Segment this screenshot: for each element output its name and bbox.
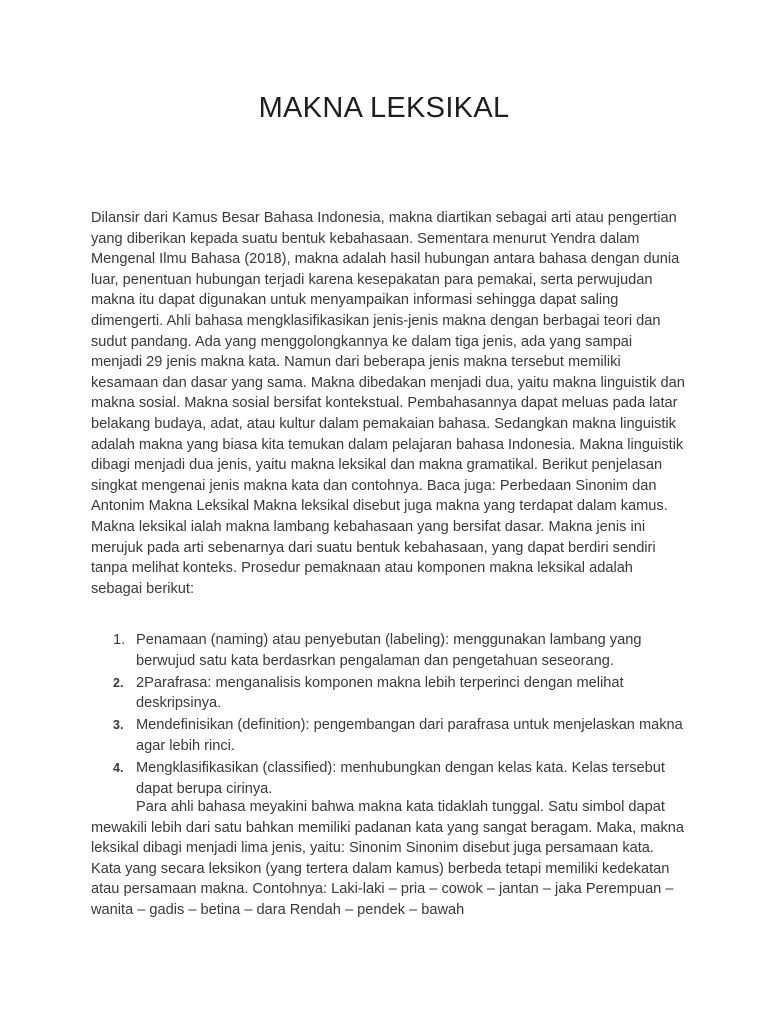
numbered-list [91, 630, 685, 800]
paragraph-types: Para ahli bahasa meyakini bahwa makna kata tidaklah tunggal. Satu simbol dapat mewakili lebih dari satu bahkan memiliki padanan kata yang sangat beragam. Maka, makna leksikal dibagi menjadi lima jenis, yaitu: Sinonim Sinonim disebut juga persamaan kata. Kata yang secara leksikon (yang tertera dalam kamus) berbeda tetapi memiliki kedekatan atau persamaan makna. Contohnya: Laki-laki – pria – cowok – jantan – jaka Perempuan – wanita – gadis – betina – dara Rendah – pendek – bawah [91, 799, 684, 918]
list-item [91, 758, 685, 800]
list-item-text: Mengklasifikasikan (classified): menhubungkan dengan kelas kata. Kelas tersebut dapat berupa cirinya. [136, 759, 665, 797]
list-number: 2. [113, 675, 124, 690]
page-title: MAKNA LEKSIKAL [258, 92, 510, 124]
list-item [91, 630, 685, 672]
list-number: 3. [113, 718, 124, 733]
list-item [91, 715, 685, 757]
list-item [91, 673, 685, 715]
list-item-text: Penamaan (naming) atau penyebutan (labeling): menggunakan lambang yang berwujud satu kata berdasrkan pengalaman dan pengetahuan seseorang. [136, 632, 642, 669]
paragraph-intro: Dilansir dari Kamus Besar Bahasa Indonesia, makna diartikan sebagai arti atau pengertian yang diberikan kepada suatu bentuk kebahasaan. Sementara menurut Yendra dalam Mengenal Ilmu Bahasa (2018), makna adalah hasil hubungan antara bahasa dengan dunia luar, penentuan hubungan terjadi karena kesepakatan para pemakai, serta perwujudan makna itu dapat digunakan untuk menyampaikan informasi sehingga dapat saling dimengerti. Ahli bahasa mengklasifikasikan jenis-jenis makna dengan berbagai teori dan sudut pandang. Ada yang menggolongkannya ke dalam tiga jenis, ada yang sampai menjadi 29 jenis makna kata. Namun dari beberapa jenis makna tersebut memiliki kesamaan dan dasar yang sama. Makna dibedakan menjadi dua, yaitu makna linguistik dan makna sosial. Makna sosial bersifat kontekstual. Pembahasannya dapat meluas pada latar belakang budaya, adat, atau kultur dalam pemakaian bahasa. Sedangkan makna linguistik adalah makna yang biasa kita temukan dalam pelajaran bahasa Indonesia. Makna linguistik dibagi menjadi dua jenis, yaitu makna leksikal dan makna gramatikal. Berikut penjelasan singkat mengenai jenis makna kata dan contohnya. Baca juga: Perbedaan Sinonim dan Antonim Makna Leksikal Makna leksikal disebut juga makna yang terdapat dalam kamus. Makna leksikal ialah makna lambang kebahasaan yang bersifat dasar. Makna jenis ini merujuk pada arti sebenarnya dari suatu bentuk kebahasaan, yang dapat berdiri sendiri tanpa melihat konteks. Prosedur pemaknaan atau komponen makna leksikal adalah sebagai berikut: [91, 210, 685, 597]
list-number: 1. [113, 632, 126, 648]
list-item-text: 2Parafrasa: menganalisis komponen makna lebih terperinci dengan melihat deskripsinya. [136, 674, 624, 712]
list-number: 4. [113, 760, 124, 775]
list-item-text: Mendefinisikan (definition): pengembangan dari parafrasa untuk menjelaskan makna agar lebih rinci. [136, 717, 683, 754]
